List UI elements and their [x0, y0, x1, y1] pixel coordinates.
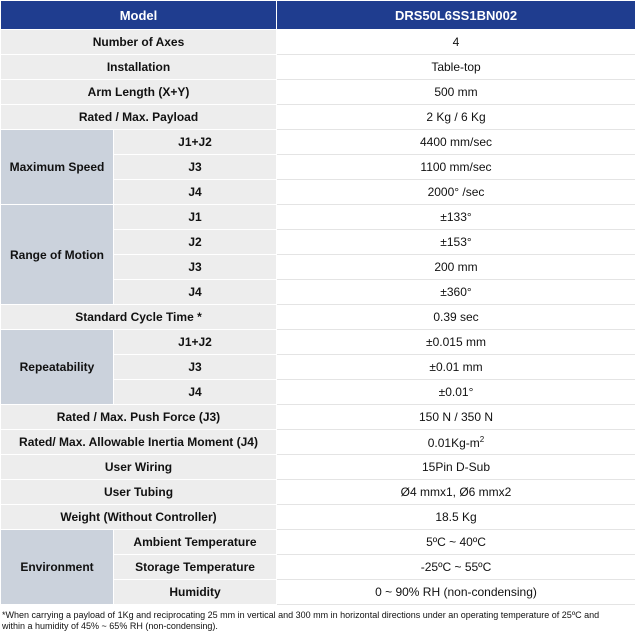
- row-value: 2000° /sec: [277, 180, 635, 205]
- row-inertia-moment: [1, 430, 635, 455]
- row-env-ambient: [1, 530, 635, 555]
- row-value: 15Pin D-Sub: [277, 455, 635, 480]
- sub-label: J3: [114, 355, 277, 380]
- row-value: Table-top: [277, 55, 635, 80]
- row-label: Installation: [1, 55, 277, 80]
- row-value: 2 Kg / 6 Kg: [277, 105, 635, 130]
- row-value: 4: [277, 30, 635, 55]
- sub-label: J1+J2: [114, 330, 277, 355]
- row-value: ±360°: [277, 280, 635, 305]
- row-number-of-axes: [1, 30, 635, 55]
- row-value: 0.39 sec: [277, 305, 635, 330]
- row-value: ±0.015 mm: [277, 330, 635, 355]
- row-value: 1100 mm/sec: [277, 155, 635, 180]
- sub-label: J3: [114, 155, 277, 180]
- row-label: Arm Length (X+Y): [1, 80, 277, 105]
- row-label: Weight (Without Controller): [1, 505, 277, 530]
- sub-label: Humidity: [114, 580, 277, 605]
- row-user-tubing: [1, 480, 635, 505]
- row-value: 200 mm: [277, 255, 635, 280]
- row-value: [277, 430, 635, 455]
- row-repeat-j1j2: [1, 330, 635, 355]
- row-label: User Wiring: [1, 455, 277, 480]
- row-value: ±153°: [277, 230, 635, 255]
- row-label: Rated / Max. Push Force (J3): [1, 405, 277, 430]
- header-row: [1, 1, 635, 30]
- inertia-superscript: 2: [479, 434, 485, 444]
- row-payload: [1, 105, 635, 130]
- sub-label: J4: [114, 380, 277, 405]
- group-label-range-of-motion: Range of Motion: [1, 205, 114, 305]
- row-value: ±0.01 mm: [277, 355, 635, 380]
- row-value: ±133°: [277, 205, 635, 230]
- header-model-value: DRS50L6SS1BN002: [277, 1, 635, 30]
- row-value: ±0.01°: [277, 380, 635, 405]
- row-standard-cycle-time: [1, 305, 635, 330]
- row-arm-length: [1, 80, 635, 105]
- row-label: Standard Cycle Time *: [1, 305, 277, 330]
- sub-label: J1: [114, 205, 277, 230]
- footnote-line-2: within a humidity of 45% ~ 65% RH (non-condensing).: [2, 621, 218, 631]
- row-range-j1: [1, 205, 635, 230]
- footnote: [0, 605, 635, 632]
- row-value: 150 N / 350 N: [277, 405, 635, 430]
- row-push-force: [1, 405, 635, 430]
- footnote-line-1: *When carrying a payload of 1Kg and reciprocating 25 mm in vertical and 300 mm in horizontal directions under an operating temperature of 25ºC and: [2, 610, 600, 620]
- row-value: 4400 mm/sec: [277, 130, 635, 155]
- group-label-repeatability: Repeatability: [1, 330, 114, 405]
- group-label-maximum-speed: Maximum Speed: [1, 130, 114, 205]
- row-label: Number of Axes: [1, 30, 277, 55]
- row-value: 500 mm: [277, 80, 635, 105]
- sub-label: J4: [114, 180, 277, 205]
- row-weight: [1, 505, 635, 530]
- sub-label: J3: [114, 255, 277, 280]
- sub-label: J4: [114, 280, 277, 305]
- sub-label: J1+J2: [114, 130, 277, 155]
- row-value: Ø4 mmx1, Ø6 mmx2: [277, 480, 635, 505]
- sub-label: Ambient Temperature: [114, 530, 277, 555]
- sub-label: Storage Temperature: [114, 555, 277, 580]
- header-model-label: Model: [1, 1, 277, 30]
- row-max-speed-j1j2: [1, 130, 635, 155]
- row-user-wiring: [1, 455, 635, 480]
- group-label-environment: Environment: [1, 530, 114, 605]
- row-label: Rated/ Max. Allowable Inertia Moment (J4): [1, 430, 277, 455]
- row-label: User Tubing: [1, 480, 277, 505]
- inertia-value: 0.01Kg-m: [427, 435, 480, 450]
- row-value: 18.5 Kg: [277, 505, 635, 530]
- row-value: 5ºC ~ 40ºC: [277, 530, 635, 555]
- row-value: -25ºC ~ 55ºC: [277, 555, 635, 580]
- row-value: 0 ~ 90% RH (non-condensing): [277, 580, 635, 605]
- row-label: Rated / Max. Payload: [1, 105, 277, 130]
- row-installation: [1, 55, 635, 80]
- sub-label: J2: [114, 230, 277, 255]
